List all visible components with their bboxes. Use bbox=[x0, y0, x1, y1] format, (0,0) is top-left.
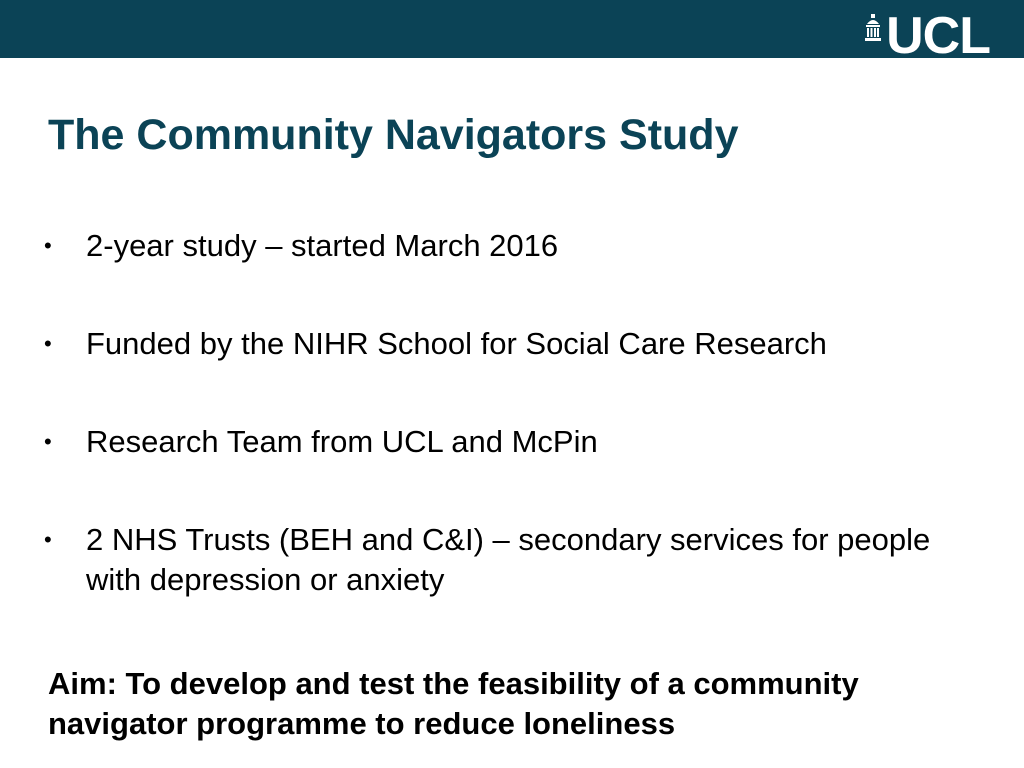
bullet-text: Funded by the NIHR School for Social Care Research bbox=[86, 326, 827, 361]
bullet-item bbox=[40, 520, 980, 600]
bullet-marker: • bbox=[44, 331, 52, 356]
bullet-item bbox=[40, 226, 980, 266]
ucl-logo bbox=[864, 14, 990, 58]
bullet-text: 2 NHS Trusts (BEH and C&I) – secondary services for people with depression or anxiety bbox=[86, 522, 931, 597]
bullet-marker: • bbox=[44, 233, 52, 258]
bullet-item bbox=[40, 324, 980, 364]
slide-title: The Community Navigators Study bbox=[48, 111, 739, 159]
bullet-item bbox=[40, 422, 980, 462]
aim-statement: Aim: To develop and test the feasibility of a community navigator programme to reduce loneliness bbox=[48, 666, 859, 741]
bullet-marker: • bbox=[44, 527, 52, 552]
bullet-text: 2-year study – started March 2016 bbox=[86, 228, 559, 263]
portico-icon bbox=[864, 14, 882, 42]
bullet-marker: • bbox=[44, 429, 52, 454]
bullet-list bbox=[40, 226, 980, 600]
logo-text: UCL bbox=[886, 14, 990, 58]
bullet-text: Research Team from UCL and McPin bbox=[86, 424, 598, 459]
